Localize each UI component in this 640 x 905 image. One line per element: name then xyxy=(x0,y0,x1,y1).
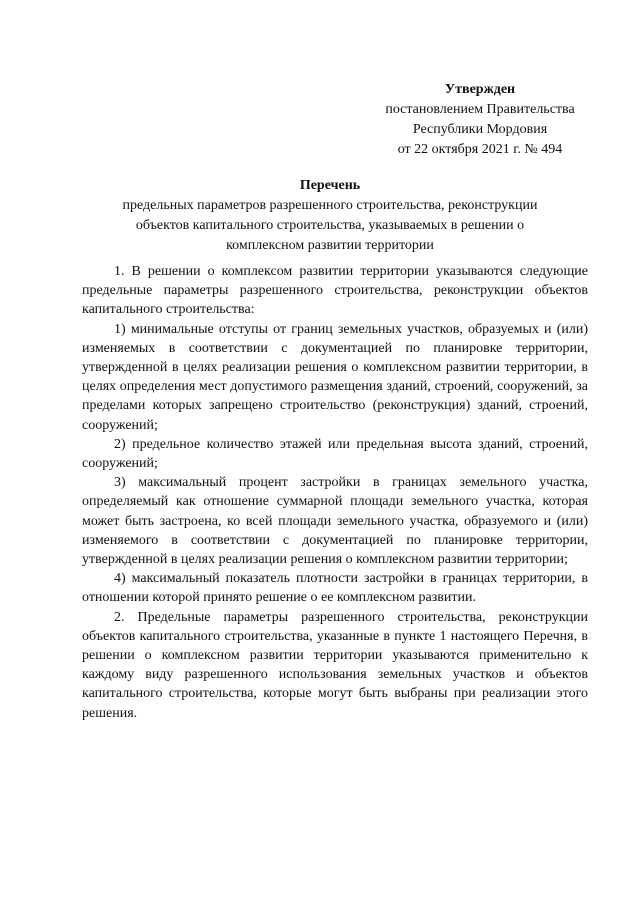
paragraph-subitem-1: 1) минимальные отступы от границ земельных участков, образуемых и (или) изменяемых в соответствии с документацией по планировке территории, утвержденной в целях реализации решения о комплексном развитии территории, в целях определения мест допустимого размещения зданий, строений, сооружений, за пределами которых запрещено строительство (реконструкция) зданий, строений, сооружений; xyxy=(82,321,588,433)
list-subtitle-line-2: объектов капитального строительства, указываемых в решении о xyxy=(135,218,525,233)
approval-date-line: от 22 октября 2021 г. № 494 xyxy=(397,142,563,157)
list-header xyxy=(60,176,600,256)
approval-title: Утвержден xyxy=(444,82,516,97)
approval-block xyxy=(340,80,620,160)
paragraph-item-1: 1. В решении о комплексом развитии территории указываются следующие предельные параметры разрешенного строительства, реконструкции объектов капитального строительства: xyxy=(82,264,588,318)
paragraph-subitem-2: 2) предельное количество этажей или предельная высота зданий, строений, сооружений; xyxy=(82,436,588,472)
list-subtitle-line-1: предельных параметров разрешенного строительства, реконструкции xyxy=(122,198,538,213)
paragraph-item-2: 2. Предельные параметры разрешенного строительства, реконструкции объектов капитального строительства, указанные в пункте 1 настоящего Перечня, в решении о комплексном развитии территории указываются применительно к каждому виду разрешенного использования земельных участков и объектов капитального строительства, которые могут быть выбраны при реализации этого решения. xyxy=(82,609,588,721)
document-body xyxy=(82,262,588,723)
paragraph-subitem-4: 4) максимальный показатель плотности застройки в границах территории, в отношении которой принято решение о ее комплексном развитии. xyxy=(82,571,588,606)
list-subtitle-line-3: комплексном развитии территории xyxy=(226,238,434,253)
approval-line-2: Республики Мордовия xyxy=(412,122,548,137)
paragraph-subitem-3: 3) максимальный процент застройки в границах земельного участка, определяемый как отношение суммарной площади земельного участка, которая может быть застроена, ко всей площади земельного участка, образуемого и (или) изменяемого в соответствии с документацией по планировке территории, утвержденной в целях реализации решения о комплексном развитии территории; xyxy=(82,475,588,568)
approval-line-1: постановлением Правительства xyxy=(385,102,575,117)
list-title: Перечень xyxy=(299,178,361,193)
